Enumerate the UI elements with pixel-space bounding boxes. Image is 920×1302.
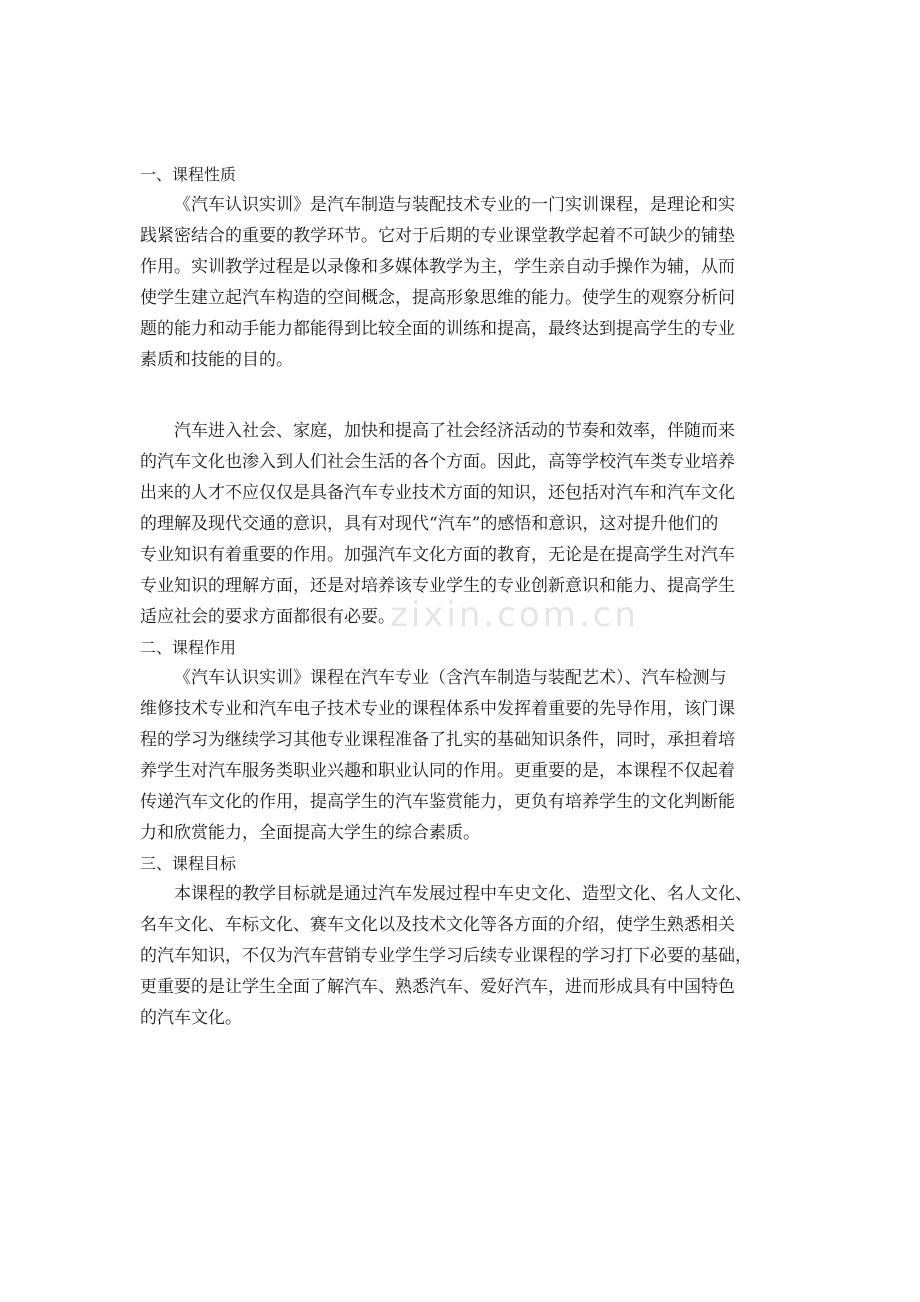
- section-heading: 一、课程性质: [140, 165, 237, 184]
- text-line: 维修技术专业和汽车电子技术专业的课程体系中发挥着重要的先导作用，该门课: [140, 699, 735, 719]
- paragraph-car-culture: [140, 416, 808, 633]
- text-line: 践紧密结合的重要的教学环节。它对于后期的专业课堂教学起着不可缺少的铺垫: [140, 226, 735, 246]
- text-line: 名车文化、车标文化、赛车文化以及技术文化等各方面的介绍，使学生熟悉相关: [140, 915, 735, 935]
- text-line: 力和欣赏能力，全面提高大学生的综合素质。: [140, 823, 480, 843]
- text-line: 汽车进入社会、家庭，加快和提高了社会经济活动的节奏和效率，伴随而来: [174, 421, 735, 441]
- text-line: 更重要的是让学生全面了解汽车、熟悉汽车、爱好汽车，进而形成具有中国特色: [140, 977, 735, 997]
- text-line: 的理解及现代交通的意识，具有对现代“汽车”的感悟和意识，这对提升他们的: [140, 514, 719, 534]
- text-line: 《汽车认识实训》是汽车制造与装配技术专业的一门实训课程，是理论和实: [174, 195, 735, 215]
- document-page: [140, 160, 808, 1034]
- text-line: 程的学习为继续学习其他专业课程准备了扎实的基础知识条件，同时，承担着培: [140, 730, 735, 750]
- watermark: zixin.com.cn: [390, 595, 639, 635]
- section-heading: 二、课程作用: [140, 638, 237, 657]
- paragraph-course-goals: [140, 879, 808, 1034]
- text-line: 养学生对汽车服务类职业兴趣和职业认同的作用。更重要的是，本课程不仅起着: [140, 761, 735, 781]
- text-line: 的汽车知识，不仅为汽车营销专业学生学习后续专业课程的学习打下必要的基础，: [140, 946, 752, 966]
- text-line: 出来的人才不应仅仅是具备汽车专业技术方面的知识，还包括对汽车和汽车文化: [140, 483, 735, 503]
- text-line: 的汽车文化。: [140, 1008, 242, 1028]
- paragraph-course-nature: [140, 190, 808, 376]
- section-heading: 三、课程目标: [140, 854, 237, 873]
- text-line: 适应社会的要求方面都很有必要。: [140, 607, 395, 627]
- text-line: 专业知识有着重要的作用。加强汽车文化方面的教育，无论是在提高学生对汽车: [140, 545, 735, 565]
- text-line: 作用。实训教学过程是以录像和多媒体教学为主，学生亲自动手操作为辅，从而: [140, 257, 735, 277]
- text-line: 的汽车文化也渗入到人们社会生活的各个方面。因此，高等学校汽车类专业培养: [140, 452, 735, 472]
- paragraph-gap: [140, 376, 808, 416]
- paragraph-course-role: [140, 663, 808, 849]
- text-line: 使学生建立起汽车构造的空间概念，提高形象思维的能力。使学生的观察分析问: [140, 288, 735, 308]
- text-line: 传递汽车文化的作用，提高学生的汽车鉴赏能力，更负有培养学生的文化判断能: [140, 792, 735, 812]
- text-line: 本课程的教学目标就是通过汽车发展过程中车史文化、造型文化、名人文化、: [174, 884, 752, 904]
- text-line: 专业知识的理解方面，还是对培养该专业学生的专业创新意识和能力、提高学生: [140, 576, 735, 596]
- text-line: 《汽车认识实训》课程在汽车专业（含汽车制造与装配艺术）、汽车检测与: [174, 668, 727, 688]
- text-line: 素质和技能的目的。: [140, 350, 293, 370]
- text-line: 题的能力和动手能力都能得到比较全面的训练和提高，最终达到提高学生的专业: [140, 319, 735, 339]
